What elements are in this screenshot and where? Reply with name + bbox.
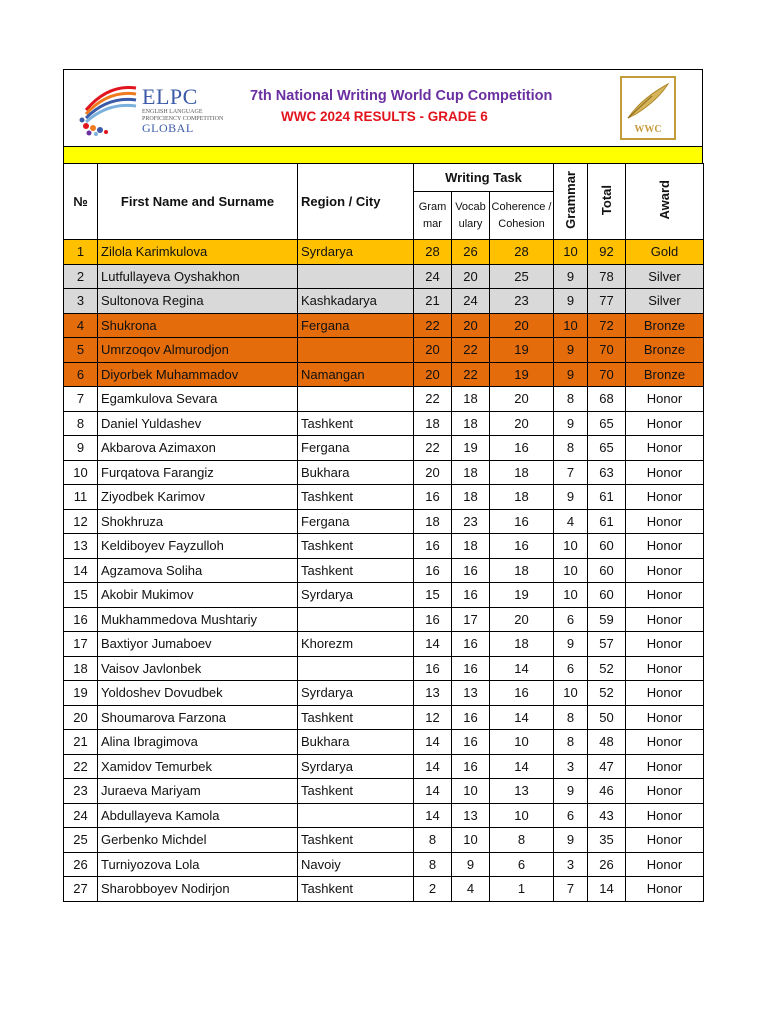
cell-grammar-task: 21 bbox=[414, 289, 452, 314]
cell-num: 4 bbox=[64, 313, 98, 338]
cell-name: Yoldoshev Dovudbek bbox=[98, 681, 298, 706]
cell-name: Lutfullayeva Oyshakhon bbox=[98, 264, 298, 289]
cell-region: Syrdarya bbox=[298, 240, 414, 265]
cell-grammar-task: 22 bbox=[414, 387, 452, 412]
cell-vocabulary: 23 bbox=[452, 509, 490, 534]
cell-total: 60 bbox=[588, 583, 626, 608]
table-row bbox=[64, 313, 704, 338]
cell-grammar: 9 bbox=[554, 828, 588, 853]
cell-total: 77 bbox=[588, 289, 626, 314]
cell-name: Baxtiyor Jumaboev bbox=[98, 632, 298, 657]
table-row bbox=[64, 509, 704, 534]
cell-total: 65 bbox=[588, 436, 626, 461]
cell-award: Honor bbox=[626, 828, 704, 853]
wwc-logo-text: WWC bbox=[634, 124, 662, 135]
table-row bbox=[64, 730, 704, 755]
col-header-award: Award bbox=[626, 164, 704, 240]
cell-grammar-task: 22 bbox=[414, 313, 452, 338]
cell-award: Bronze bbox=[626, 313, 704, 338]
cell-grammar-task: 20 bbox=[414, 338, 452, 363]
cell-num: 10 bbox=[64, 460, 98, 485]
cell-name: Egamkulova Sevara bbox=[98, 387, 298, 412]
cell-vocabulary: 18 bbox=[452, 387, 490, 412]
cell-region bbox=[298, 387, 414, 412]
cell-vocabulary: 16 bbox=[452, 705, 490, 730]
cell-name: Akobir Mukimov bbox=[98, 583, 298, 608]
cell-name: Xamidov Temurbek bbox=[98, 754, 298, 779]
table-row bbox=[64, 681, 704, 706]
cell-grammar: 7 bbox=[554, 877, 588, 902]
cell-total: 26 bbox=[588, 852, 626, 877]
cell-region: Fergana bbox=[298, 313, 414, 338]
cell-name: Daniel Yuldashev bbox=[98, 411, 298, 436]
cell-region bbox=[298, 656, 414, 681]
table-row bbox=[64, 656, 704, 681]
cell-coherence: 10 bbox=[490, 730, 554, 755]
table-row bbox=[64, 877, 704, 902]
cell-region bbox=[298, 264, 414, 289]
cell-total: 50 bbox=[588, 705, 626, 730]
cell-grammar-task: 2 bbox=[414, 877, 452, 902]
cell-name: Shukrona bbox=[98, 313, 298, 338]
cell-grammar-task: 12 bbox=[414, 705, 452, 730]
cell-num: 18 bbox=[64, 656, 98, 681]
cell-region bbox=[298, 338, 414, 363]
cell-award: Honor bbox=[626, 852, 704, 877]
cell-coherence: 20 bbox=[490, 411, 554, 436]
cell-num: 15 bbox=[64, 583, 98, 608]
table-row bbox=[64, 632, 704, 657]
cell-vocabulary: 16 bbox=[452, 632, 490, 657]
cell-coherence: 6 bbox=[490, 852, 554, 877]
cell-region bbox=[298, 803, 414, 828]
cell-award: Honor bbox=[626, 705, 704, 730]
cell-coherence: 14 bbox=[490, 754, 554, 779]
col-header-region: Region / City bbox=[298, 164, 414, 240]
table-row bbox=[64, 852, 704, 877]
sheet-header bbox=[63, 69, 703, 147]
cell-num: 3 bbox=[64, 289, 98, 314]
cell-award: Bronze bbox=[626, 338, 704, 363]
table-row bbox=[64, 240, 704, 265]
cell-coherence: 25 bbox=[490, 264, 554, 289]
cell-award: Gold bbox=[626, 240, 704, 265]
cell-grammar-task: 8 bbox=[414, 828, 452, 853]
col-header-grammar: Grammar bbox=[554, 164, 588, 240]
col-header-num: № bbox=[64, 164, 98, 240]
table-row bbox=[64, 607, 704, 632]
col-header-total: Total bbox=[588, 164, 626, 240]
cell-award: Honor bbox=[626, 632, 704, 657]
table-row bbox=[64, 558, 704, 583]
table-row bbox=[64, 754, 704, 779]
cell-total: 70 bbox=[588, 362, 626, 387]
table-row bbox=[64, 779, 704, 804]
cell-name: Gerbenko Michdel bbox=[98, 828, 298, 853]
cell-name: Sharobboyev Nodirjon bbox=[98, 877, 298, 902]
cell-vocabulary: 18 bbox=[452, 485, 490, 510]
cell-name: Umrzoqov Almurodjon bbox=[98, 338, 298, 363]
cell-total: 14 bbox=[588, 877, 626, 902]
cell-coherence: 19 bbox=[490, 338, 554, 363]
cell-region: Fergana bbox=[298, 436, 414, 461]
table-row bbox=[64, 485, 704, 510]
table-row bbox=[64, 387, 704, 412]
cell-coherence: 18 bbox=[490, 460, 554, 485]
cell-award: Silver bbox=[626, 289, 704, 314]
cell-coherence: 20 bbox=[490, 313, 554, 338]
col-header-gram: Gram mar bbox=[414, 192, 452, 240]
cell-total: 60 bbox=[588, 558, 626, 583]
cell-grammar: 8 bbox=[554, 705, 588, 730]
cell-grammar: 9 bbox=[554, 485, 588, 510]
col-header-vocab: Vocab ulary bbox=[452, 192, 490, 240]
cell-vocabulary: 16 bbox=[452, 754, 490, 779]
cell-total: 60 bbox=[588, 534, 626, 559]
cell-grammar: 6 bbox=[554, 656, 588, 681]
cell-total: 78 bbox=[588, 264, 626, 289]
cell-vocabulary: 13 bbox=[452, 803, 490, 828]
table-row bbox=[64, 338, 704, 363]
cell-total: 92 bbox=[588, 240, 626, 265]
cell-grammar: 9 bbox=[554, 632, 588, 657]
table-row bbox=[64, 264, 704, 289]
cell-num: 21 bbox=[64, 730, 98, 755]
page-title: 7th National Writing World Cup Competition bbox=[250, 88, 553, 104]
cell-grammar-task: 28 bbox=[414, 240, 452, 265]
cell-name: Mukhammedova Mushtariy bbox=[98, 607, 298, 632]
cell-grammar: 9 bbox=[554, 362, 588, 387]
col-header-writing-task: Writing Task bbox=[414, 164, 554, 192]
cell-vocabulary: 16 bbox=[452, 730, 490, 755]
cell-region: Tashkent bbox=[298, 779, 414, 804]
cell-coherence: 1 bbox=[490, 877, 554, 902]
cell-grammar-task: 18 bbox=[414, 411, 452, 436]
cell-grammar: 10 bbox=[554, 558, 588, 583]
cell-region: Syrdarya bbox=[298, 583, 414, 608]
cell-grammar: 8 bbox=[554, 730, 588, 755]
cell-grammar-task: 14 bbox=[414, 730, 452, 755]
cell-grammar-task: 22 bbox=[414, 436, 452, 461]
cell-num: 22 bbox=[64, 754, 98, 779]
cell-total: 48 bbox=[588, 730, 626, 755]
cell-name: Shokhruza bbox=[98, 509, 298, 534]
cell-coherence: 10 bbox=[490, 803, 554, 828]
cell-award: Honor bbox=[626, 485, 704, 510]
cell-vocabulary: 19 bbox=[452, 436, 490, 461]
cell-vocabulary: 17 bbox=[452, 607, 490, 632]
cell-region: Tashkent bbox=[298, 828, 414, 853]
cell-coherence: 16 bbox=[490, 681, 554, 706]
cell-award: Honor bbox=[626, 583, 704, 608]
cell-num: 17 bbox=[64, 632, 98, 657]
cell-award: Honor bbox=[626, 436, 704, 461]
cell-num: 8 bbox=[64, 411, 98, 436]
table-row bbox=[64, 362, 704, 387]
cell-total: 68 bbox=[588, 387, 626, 412]
cell-vocabulary: 16 bbox=[452, 583, 490, 608]
cell-grammar-task: 16 bbox=[414, 485, 452, 510]
cell-region: Tashkent bbox=[298, 705, 414, 730]
cell-vocabulary: 22 bbox=[452, 338, 490, 363]
cell-total: 63 bbox=[588, 460, 626, 485]
cell-grammar: 10 bbox=[554, 681, 588, 706]
cell-total: 43 bbox=[588, 803, 626, 828]
cell-region bbox=[298, 607, 414, 632]
cell-region: Syrdarya bbox=[298, 754, 414, 779]
cell-name: Diyorbek Muhammadov bbox=[98, 362, 298, 387]
cell-coherence: 18 bbox=[490, 558, 554, 583]
cell-vocabulary: 18 bbox=[452, 460, 490, 485]
cell-vocabulary: 26 bbox=[452, 240, 490, 265]
cell-region: Navoiy bbox=[298, 852, 414, 877]
cell-award: Honor bbox=[626, 681, 704, 706]
cell-vocabulary: 4 bbox=[452, 877, 490, 902]
cell-award: Honor bbox=[626, 877, 704, 902]
cell-award: Honor bbox=[626, 387, 704, 412]
quill-icon bbox=[622, 78, 674, 124]
table-row bbox=[64, 705, 704, 730]
logo-global: GLOBAL bbox=[142, 121, 194, 135]
cell-num: 19 bbox=[64, 681, 98, 706]
cell-grammar: 9 bbox=[554, 338, 588, 363]
cell-vocabulary: 16 bbox=[452, 656, 490, 681]
cell-grammar: 9 bbox=[554, 411, 588, 436]
cell-total: 35 bbox=[588, 828, 626, 853]
cell-grammar-task: 8 bbox=[414, 852, 452, 877]
table-row bbox=[64, 289, 704, 314]
cell-award: Honor bbox=[626, 534, 704, 559]
cell-grammar-task: 24 bbox=[414, 264, 452, 289]
cell-name: Keldiboyev Fayzulloh bbox=[98, 534, 298, 559]
cell-grammar-task: 13 bbox=[414, 681, 452, 706]
cell-num: 25 bbox=[64, 828, 98, 853]
cell-vocabulary: 16 bbox=[452, 558, 490, 583]
cell-award: Honor bbox=[626, 558, 704, 583]
cell-total: 61 bbox=[588, 485, 626, 510]
cell-num: 27 bbox=[64, 877, 98, 902]
cell-num: 16 bbox=[64, 607, 98, 632]
cell-award: Honor bbox=[626, 754, 704, 779]
cell-vocabulary: 24 bbox=[452, 289, 490, 314]
cell-num: 1 bbox=[64, 240, 98, 265]
cell-award: Honor bbox=[626, 656, 704, 681]
cell-grammar-task: 16 bbox=[414, 534, 452, 559]
cell-vocabulary: 18 bbox=[452, 534, 490, 559]
cell-award: Honor bbox=[626, 509, 704, 534]
col-header-coherence: Coherence / Cohesion bbox=[490, 192, 554, 240]
cell-total: 70 bbox=[588, 338, 626, 363]
cell-region: Syrdarya bbox=[298, 681, 414, 706]
cell-region: Kashkadarya bbox=[298, 289, 414, 314]
cell-vocabulary: 20 bbox=[452, 264, 490, 289]
cell-vocabulary: 20 bbox=[452, 313, 490, 338]
cell-grammar-task: 16 bbox=[414, 656, 452, 681]
cell-coherence: 14 bbox=[490, 705, 554, 730]
logo-title: ELPC bbox=[142, 84, 198, 109]
cell-vocabulary: 10 bbox=[452, 779, 490, 804]
cell-grammar-task: 16 bbox=[414, 558, 452, 583]
cell-coherence: 18 bbox=[490, 632, 554, 657]
cell-grammar: 4 bbox=[554, 509, 588, 534]
cell-grammar: 10 bbox=[554, 313, 588, 338]
cell-vocabulary: 22 bbox=[452, 362, 490, 387]
cell-award: Honor bbox=[626, 779, 704, 804]
cell-name: Sultonova Regina bbox=[98, 289, 298, 314]
cell-total: 57 bbox=[588, 632, 626, 657]
cell-name: Juraeva Mariyam bbox=[98, 779, 298, 804]
cell-coherence: 16 bbox=[490, 436, 554, 461]
cell-num: 2 bbox=[64, 264, 98, 289]
cell-region: Khorezm bbox=[298, 632, 414, 657]
cell-grammar: 8 bbox=[554, 436, 588, 461]
cell-grammar: 6 bbox=[554, 607, 588, 632]
cell-grammar: 10 bbox=[554, 240, 588, 265]
cell-region: Bukhara bbox=[298, 730, 414, 755]
results-table bbox=[63, 163, 704, 902]
cell-coherence: 13 bbox=[490, 779, 554, 804]
cell-name: Akbarova Azimaxon bbox=[98, 436, 298, 461]
cell-award: Honor bbox=[626, 411, 704, 436]
cell-grammar: 3 bbox=[554, 754, 588, 779]
cell-grammar: 9 bbox=[554, 779, 588, 804]
cell-coherence: 16 bbox=[490, 534, 554, 559]
header-band bbox=[63, 147, 703, 163]
logo-subtitle: ENGLISH LANGUAGE PROFICIENCY COMPETITION bbox=[142, 109, 224, 122]
cell-name: Ziyodbek Karimov bbox=[98, 485, 298, 510]
cell-total: 65 bbox=[588, 411, 626, 436]
cell-num: 9 bbox=[64, 436, 98, 461]
cell-region: Bukhara bbox=[298, 460, 414, 485]
cell-coherence: 23 bbox=[490, 289, 554, 314]
cell-num: 12 bbox=[64, 509, 98, 534]
cell-grammar-task: 20 bbox=[414, 460, 452, 485]
cell-award: Honor bbox=[626, 460, 704, 485]
cell-grammar-task: 14 bbox=[414, 779, 452, 804]
page-subtitle: WWC 2024 RESULTS - GRADE 6 bbox=[281, 109, 488, 124]
cell-num: 24 bbox=[64, 803, 98, 828]
table-row bbox=[64, 436, 704, 461]
cell-name: Abdullayeva Kamola bbox=[98, 803, 298, 828]
cell-name: Turniyozova Lola bbox=[98, 852, 298, 877]
cell-vocabulary: 10 bbox=[452, 828, 490, 853]
table-row bbox=[64, 460, 704, 485]
cell-grammar: 3 bbox=[554, 852, 588, 877]
cell-vocabulary: 18 bbox=[452, 411, 490, 436]
cell-region: Namangan bbox=[298, 362, 414, 387]
cell-name: Furqatova Farangiz bbox=[98, 460, 298, 485]
cell-num: 7 bbox=[64, 387, 98, 412]
cell-total: 52 bbox=[588, 656, 626, 681]
table-row bbox=[64, 583, 704, 608]
cell-num: 5 bbox=[64, 338, 98, 363]
cell-grammar: 10 bbox=[554, 534, 588, 559]
cell-award: Honor bbox=[626, 803, 704, 828]
cell-award: Silver bbox=[626, 264, 704, 289]
cell-name: Vaisov Javlonbek bbox=[98, 656, 298, 681]
cell-name: Alina Ibragimova bbox=[98, 730, 298, 755]
cell-total: 61 bbox=[588, 509, 626, 534]
cell-coherence: 20 bbox=[490, 607, 554, 632]
cell-coherence: 8 bbox=[490, 828, 554, 853]
cell-region: Tashkent bbox=[298, 877, 414, 902]
wwc-logo bbox=[620, 76, 676, 140]
cell-coherence: 18 bbox=[490, 485, 554, 510]
table-row bbox=[64, 411, 704, 436]
elpc-logo bbox=[78, 80, 238, 136]
cell-num: 23 bbox=[64, 779, 98, 804]
cell-award: Honor bbox=[626, 730, 704, 755]
cell-num: 13 bbox=[64, 534, 98, 559]
cell-grammar: 9 bbox=[554, 289, 588, 314]
cell-grammar-task: 16 bbox=[414, 607, 452, 632]
cell-coherence: 14 bbox=[490, 656, 554, 681]
cell-grammar: 6 bbox=[554, 803, 588, 828]
cell-name: Zilola Karimkulova bbox=[98, 240, 298, 265]
cell-region: Fergana bbox=[298, 509, 414, 534]
cell-award: Honor bbox=[626, 607, 704, 632]
cell-coherence: 16 bbox=[490, 509, 554, 534]
cell-total: 47 bbox=[588, 754, 626, 779]
cell-grammar-task: 18 bbox=[414, 509, 452, 534]
table-row bbox=[64, 803, 704, 828]
cell-num: 11 bbox=[64, 485, 98, 510]
cell-region: Tashkent bbox=[298, 411, 414, 436]
cell-num: 6 bbox=[64, 362, 98, 387]
cell-vocabulary: 9 bbox=[452, 852, 490, 877]
cell-num: 20 bbox=[64, 705, 98, 730]
elpc-swirl-icon bbox=[78, 80, 138, 136]
cell-total: 52 bbox=[588, 681, 626, 706]
cell-grammar-task: 14 bbox=[414, 754, 452, 779]
cell-coherence: 19 bbox=[490, 362, 554, 387]
cell-vocabulary: 13 bbox=[452, 681, 490, 706]
table-row bbox=[64, 828, 704, 853]
cell-coherence: 28 bbox=[490, 240, 554, 265]
cell-num: 26 bbox=[64, 852, 98, 877]
cell-name: Shoumarova Farzona bbox=[98, 705, 298, 730]
cell-total: 72 bbox=[588, 313, 626, 338]
cell-grammar: 7 bbox=[554, 460, 588, 485]
cell-region: Tashkent bbox=[298, 558, 414, 583]
cell-grammar-task: 15 bbox=[414, 583, 452, 608]
cell-region: Tashkent bbox=[298, 534, 414, 559]
cell-name: Agzamova Soliha bbox=[98, 558, 298, 583]
cell-grammar-task: 20 bbox=[414, 362, 452, 387]
cell-num: 14 bbox=[64, 558, 98, 583]
cell-coherence: 19 bbox=[490, 583, 554, 608]
cell-grammar-task: 14 bbox=[414, 632, 452, 657]
cell-total: 46 bbox=[588, 779, 626, 804]
cell-grammar: 8 bbox=[554, 387, 588, 412]
table-row bbox=[64, 534, 704, 559]
col-header-name: First Name and Surname bbox=[98, 164, 298, 240]
cell-grammar-task: 14 bbox=[414, 803, 452, 828]
cell-region: Tashkent bbox=[298, 485, 414, 510]
results-sheet bbox=[63, 69, 703, 902]
cell-grammar: 9 bbox=[554, 264, 588, 289]
cell-coherence: 20 bbox=[490, 387, 554, 412]
cell-award: Bronze bbox=[626, 362, 704, 387]
cell-grammar: 10 bbox=[554, 583, 588, 608]
cell-total: 59 bbox=[588, 607, 626, 632]
